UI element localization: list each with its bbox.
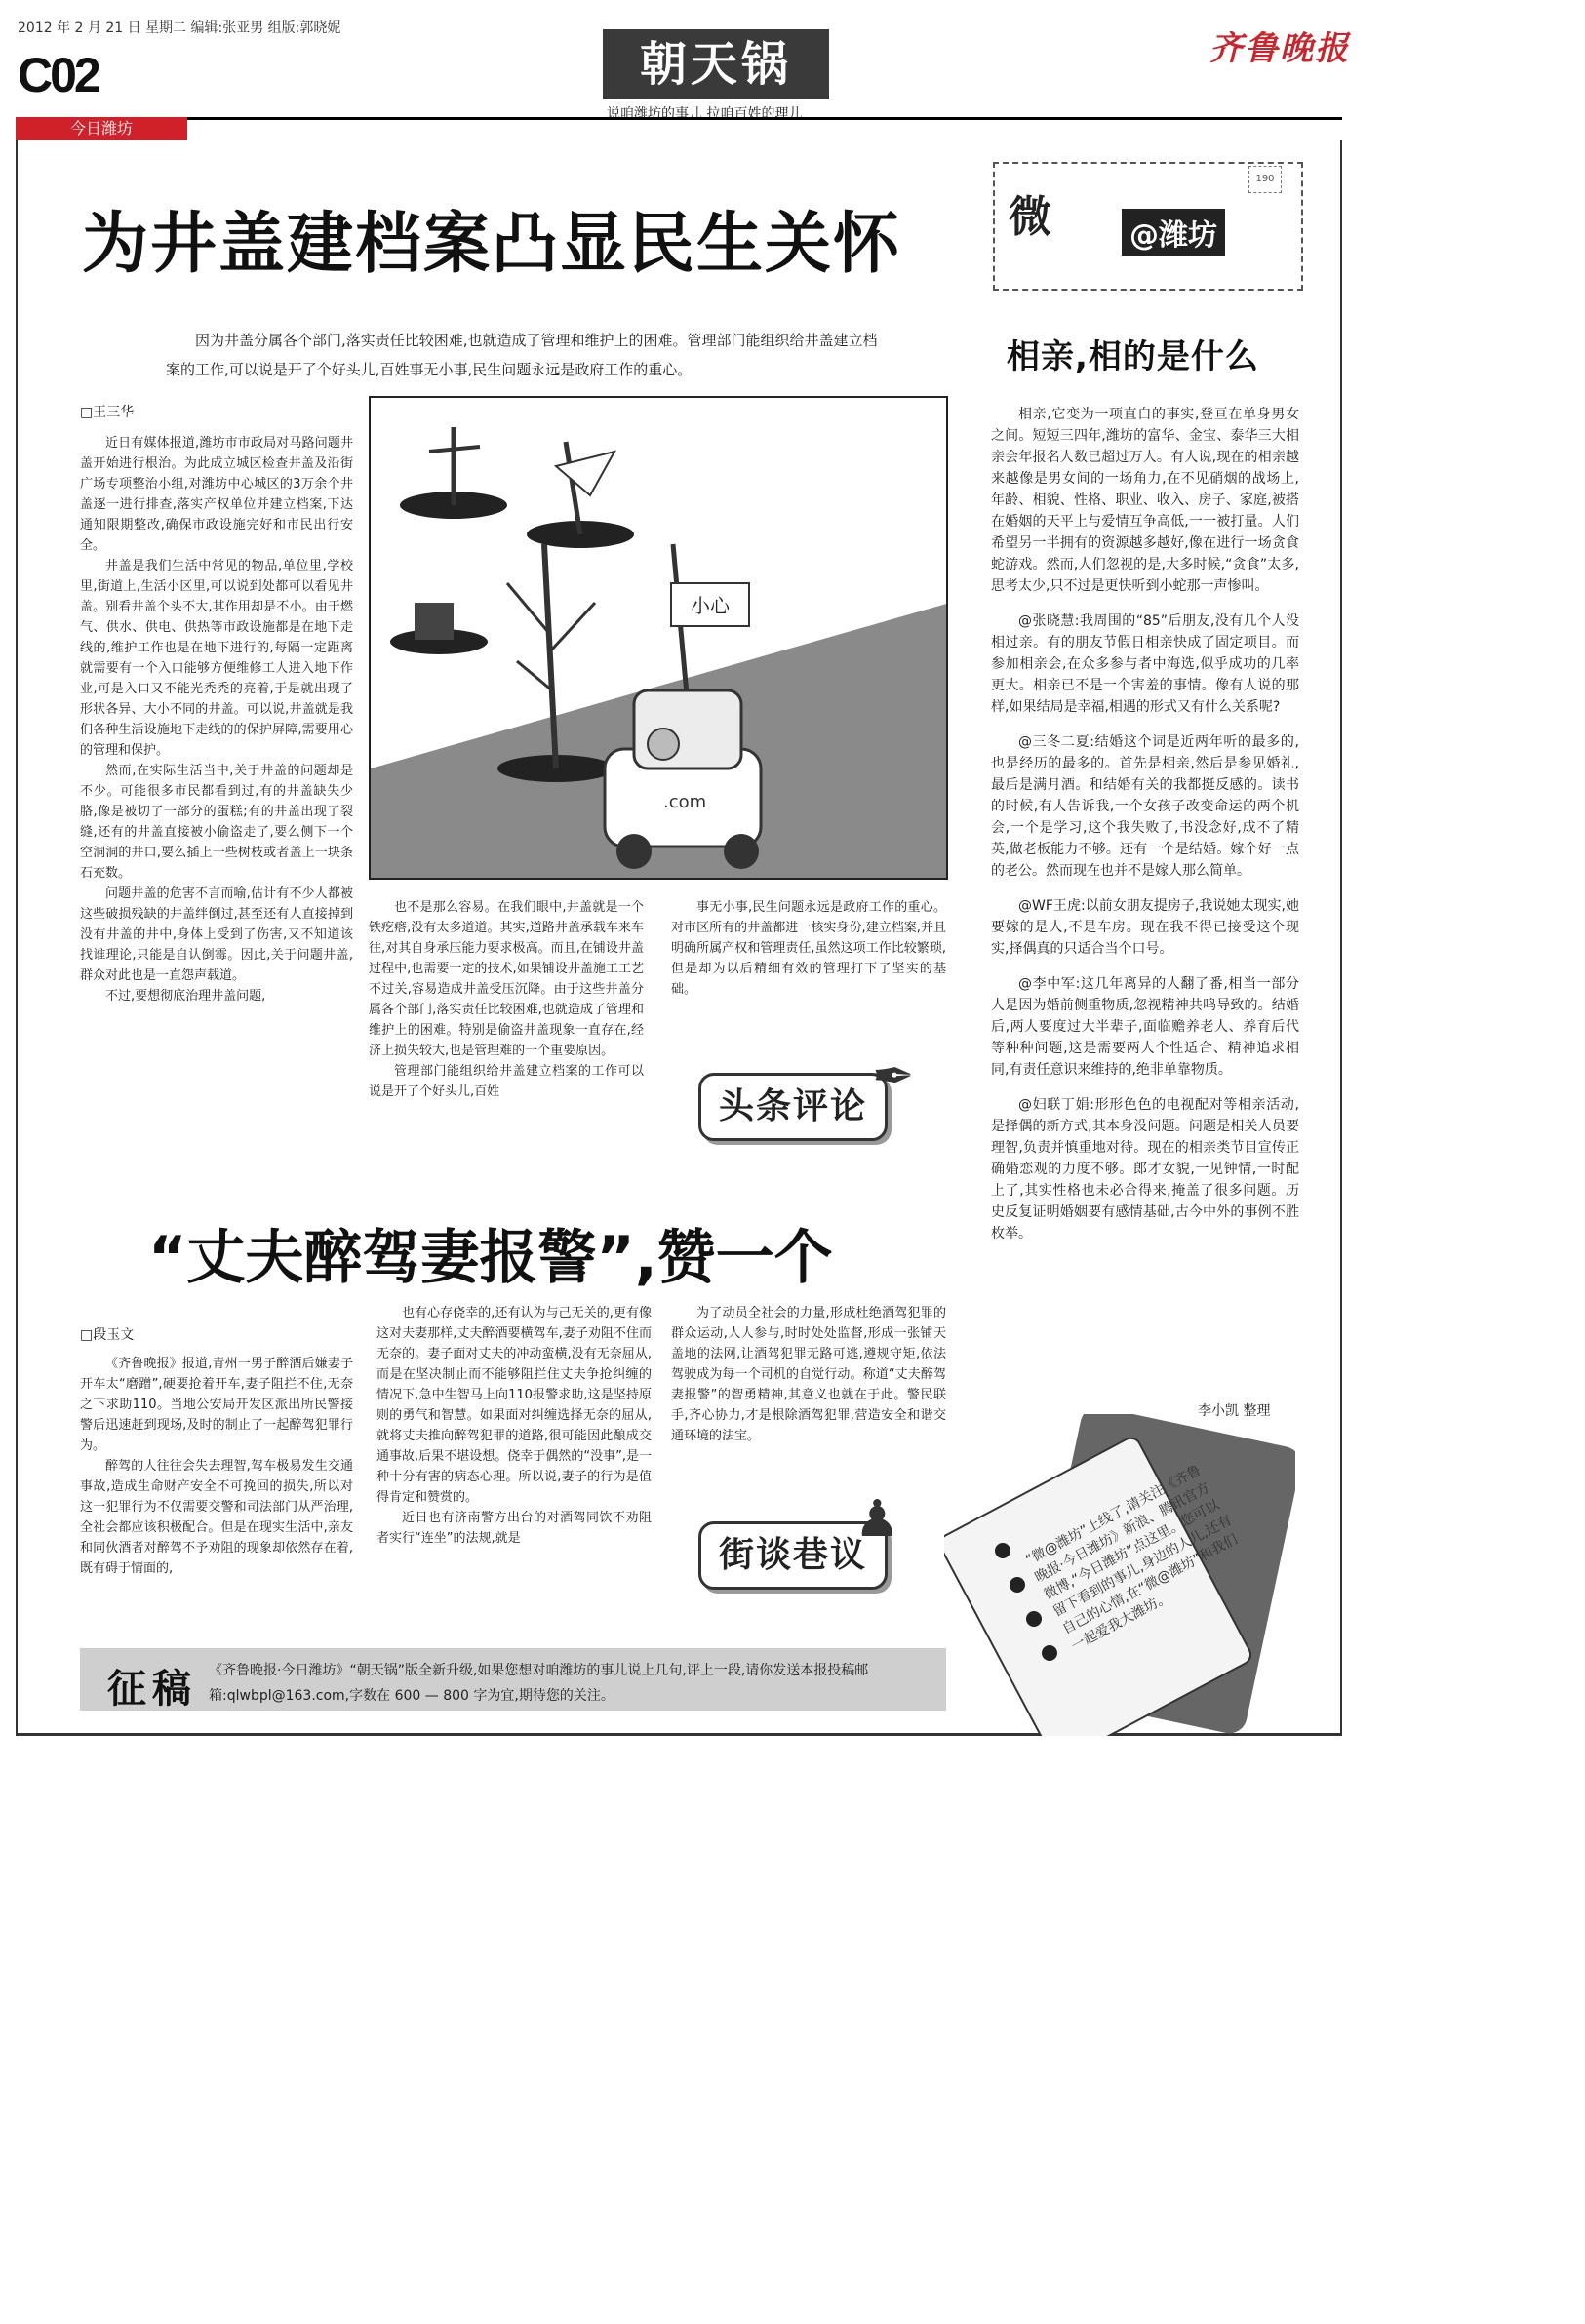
article2-col3 <box>671 1303 946 1510</box>
date-line: 2012 年 2 月 21 日 星期二 编辑:张亚男 组版:郭晓妮 <box>18 20 341 36</box>
paragraph: 井盖是我们生活中常见的物品,单位里,学校里,街道上,生活小区里,可以说到处都可以看见井盖。别看井盖个头不大,其作用却是不小。由于燃气、供水、供电、供热等市政设施都是在地下走线的,维护工作也是在地下进行的,每隔一定距离就需要有一个入口能够方便维修工人进入地下作业,可是入口又不能光秃秃的亮着,于是就出现了形状各异、大小不同的井盖。可以说,井盖就是我们各种生活设施地下走线的的保护屏障,需要用心的管理和保护。 <box>80 559 353 758</box>
figure-icon: ♟ <box>854 1490 900 1549</box>
postage-stamp: 190 <box>1248 166 1282 193</box>
manhole-illustration <box>369 396 948 880</box>
column-name: 朝天锅 <box>603 29 829 99</box>
illustration-drawing <box>371 398 948 880</box>
notebook-text: “微@潍坊”上线了,请关注《齐鲁晚报·今日潍坊》新浪、腾讯官方微博,“今日潍坊”点这里。您可以留下看到的事儿,身边的人儿,还有自己的心情,在“微@潍坊”和我们一起爱我大潍坊。 <box>1023 1462 1241 1655</box>
paragraph: 近日也有济南警方出台的对酒驾同饮不劝阻者实行“连坐”的法规,就是 <box>376 1511 652 1546</box>
weibo-post: @三冬二夏:结婚这个词是近两年听的最多的,也是经历的最多的。首先是相亲,然后是参见婚礼,最后是满月酒。和结婚有关的我都挺反感的。读书的时候,有人告诉我,一个女孩子改变命运的两个机会,一个是学习,这个我失败了,书没念好,成不了精英,做老板能力不够。还有一个是结婚。嫁个好一点的老公。然而现在也并不是嫁人那么简单。 <box>991 734 1299 879</box>
weibo-post: @李中军:这几年离异的人翻了番,相当一部分人是因为婚前侧重物质,忽视精神共鸣导致的。结婚后,两人要度过大半辈子,面临赡养老人、养育后代等种种问题,这是需要两人个性适合、精神追求相同,有责任意识来维持的,绝非单靠物质。 <box>991 976 1299 1078</box>
street-talk-badge: 街谈巷议 <box>698 1521 888 1590</box>
weibo-intro: 相亲,它变为一项直白的事实,登亘在单身男女之间。短短三四年,潍坊的富华、金宝、泰华三大相亲会年报名人数已超过万人。有人说,现在的相亲越来越像是男女间的一场角力,在不见硝烟的战场上,年龄、相貌、性格、职业、收入、房子、家庭,被搭在婚姻的天平上与爱情互争高低,一一被打量。人们希望另一半拥有的资源越多越好,像在进行一场贪食蛇游戏。然而,人们忽视的是,大多时候,“贪食”太多,思考太少,只不过是更快听到小蛇那一声惨叫。 <box>991 407 1299 594</box>
weibo-title: 相亲,相的是什么 <box>1007 337 1259 376</box>
headline-comment-badge: 头条评论 <box>698 1073 888 1141</box>
article2-byline: □段玉文 <box>80 1327 135 1343</box>
article2-col1 <box>80 1354 353 1627</box>
weibo-post: @妇联丁娟:形形色色的电视配对等相亲活动,是择偶的新方式,其本身没问题。问题是相关人员要理智,负责并慎重地对待。现在的相亲类节目宣传正确婚恋观的力度不够。郎才女貌,一见钟情,一时配上了,其实性格也未必合得来,掩盖了很多问题。历史反复证明婚姻要有感情基础,古今中外的事例不胜枚举。 <box>991 1097 1299 1241</box>
section-rule <box>16 117 1342 140</box>
weibo-post: @WF王虎:以前女朋友提房子,我说她太现实,她要嫁的是人,不是车房。现在我不得已接受这个现实,择偶真的只适合当个口号。 <box>991 898 1299 957</box>
paragraph: 问题井盖的危害不言而喻,估计有不少人都被这些破损残缺的井盖绊倒过,甚至还有人直接掉到没有井盖的井中,身体上受到了伤害,又不知道该找谁理论,只能是自认倒霉。因此,关于问题井盖,群众对此也是一直怨声载道。 <box>80 886 353 983</box>
paragraph: 为了动员全社会的力量,形成杜绝酒驾犯罪的群众运动,人人参与,时时处处监督,形成一张铺天盖地的法网,让酒驾犯罪无路可逃,遵规守矩,依法驾驶成为每一个司机的自觉行动。称道“丈夫醉驾妻报警”的智勇精神,其意义也就在于此。警民联手,齐心协力,才是根除酒驾犯罪,营造安全和谐交通环境的法宝。 <box>671 1306 946 1443</box>
illustration-mark: .com <box>663 792 707 812</box>
paragraph: 近日有媒体报道,潍坊市市政局对马路问题井盖开始进行根治。为此成立城区检查井盖及沿街广场专项整治小组,对潍坊中心城区的3万余个井盖逐一进行排查,落实产权单位并建立档案,下达通知限期整改,确保市政设施完好和市民出行安全。 <box>80 436 353 553</box>
quill-icon: ✒ <box>872 1047 915 1106</box>
article1-col1 <box>80 433 353 1170</box>
paragraph: 不过,要想彻底治理井盖问题, <box>105 989 266 1004</box>
paragraph: 也不是那么容易。在我们眼中,井盖就是一个铁疙瘩,没有太多道道。其实,道路井盖承载车来车往,对其自身承压能力要求极高。而且,在铺设井盖过程中,也需要一定的技术,如果铺设井盖施工工艺不过关,容易造成井盖受压沉降。由于这些井盖分属各个部门,落实责任比较困难,也就造成了管理和维护上的困难。特别是偷盗井盖现象一直存在,经济上损失较大,也是管理难的一个重要原因。 <box>369 900 644 1058</box>
paragraph: 醉驾的人往往会失去理智,驾车极易发生交通事故,造成生命财产安全不可挽回的损失,所以对这一犯罪行为不仅需要交警和司法部门从严治理,全社会都应该积极配合。但是在现实生活中,亲友和同伙酒者对醉驾不予劝阻的现象却依然存在着,既有碍于情面的, <box>80 1459 353 1576</box>
weibo-column <box>991 404 1299 1258</box>
section-tag: 今日潍坊 <box>16 117 187 140</box>
article1-col3 <box>671 897 946 1044</box>
page-number: C02 <box>18 48 99 102</box>
paragraph: 《齐鲁晚报》报道,青州一男子醉酒后嫌妻子开车太“磨蹭”,硬要抢着开车,妻子阻拦不住,无奈之下求助110。当地公安局开发区派出所民警接警后迅速赶到现场,及时的制止了一起醉驾犯罪行为。 <box>80 1357 353 1453</box>
paragraph: 事无小事,民生问题永远是政府工作的重心。对市区所有的井盖都进一核实身份,建立档案,并且明确所属产权和管理责任,虽然这项工作比较繁琐,但是却为以后精细有效的管理打下了坚实的基础。 <box>671 900 946 997</box>
weibo-badge-main: 微 <box>1009 192 1051 242</box>
weibo-signature: 李小凯 整理 <box>1198 1403 1271 1419</box>
column-slogan: 说咱潍坊的事儿 拉咱百姓的理儿 <box>607 106 803 122</box>
article2-col2 <box>376 1303 652 1627</box>
newspaper-logo: 齐鲁晚报 <box>1209 29 1350 68</box>
weibo-post: @张晓慧:我周围的“85”后朋友,没有几个人没相过亲。有的朋友节假日相亲快成了固定项目。而参加相亲会,在众多参与者中海选,似乎成功的几率更大。相亲已不是一个害羞的事情。像有人说的那样,如果结局是幸福,相遇的形式又有什么关系呢? <box>991 613 1299 715</box>
paragraph: 然而,在实际生活当中,关于井盖的问题却是不少。可能很多市民都看到过,有的井盖缺失少胳,像是被切了一部分的蛋糕;有的井盖出现了裂缝,还有的井盖直接被小偷盗走了,要么侧下一个空洞洞的井口,要么插上一些树枝或者盖上一块条石充数。 <box>80 764 353 881</box>
call-for-papers-title: 征稿 <box>107 1667 197 1712</box>
article1-col2 <box>369 897 644 1161</box>
notebook-illustration <box>944 1414 1295 1736</box>
paragraph: 管理部门能组织给井盖建立档案的工作可以说是开了个好头儿,百姓 <box>369 1064 644 1099</box>
article2-headline: “丈夫醉驾妻报警”,赞一个 <box>148 1224 833 1292</box>
article1-byline: □王三华 <box>80 405 135 420</box>
warning-sign-text: 小心 <box>691 594 730 617</box>
article1-headline: 为井盖建档案凸显民生关怀 <box>82 206 902 283</box>
article1-lead: 因为井盖分属各个部门,落实责任比较困难,也就造成了管理和维护上的困难。管理部门能组织给井盖建立档案的工作,可以说是开了个好头儿,百姓事无小事,民生问题永远是政府工作的重心。 <box>166 332 878 378</box>
weibo-badge-tag: @潍坊 <box>1122 209 1225 256</box>
paragraph: 也有心存侥幸的,还有认为与己无关的,更有像这对夫妻那样,丈夫醉酒要横驾车,妻子劝阻不住而无奈的。妻子面对丈夫的冲动蛮横,没有无奈屈从,而是在坚决制止而不能够阻拦住丈夫争抢纠缠的情况下,急中生智马上向110报警求助,这是坚持原则的勇气和智慧。如果面对纠缠选择无奈的屈从,就将丈夫推向醉驾犯罪的道路,很可能因此酿成交通事故,后果不堪设想。侥幸于偶然的“没事”,是一种十分有害的病态心理。所以说,妻子的行为是值得肯定和赞赏的。 <box>376 1306 652 1505</box>
call-for-papers-text: 《齐鲁晚报·今日潍坊》“朝天锅”版全新升级,如果您想对咱潍坊的事儿说上几句,评上一段,请你发送本报投稿邮箱:qlwbpl@163.com,字数在 600 — 800 字为宜,期待您的关注。 <box>209 1663 869 1704</box>
